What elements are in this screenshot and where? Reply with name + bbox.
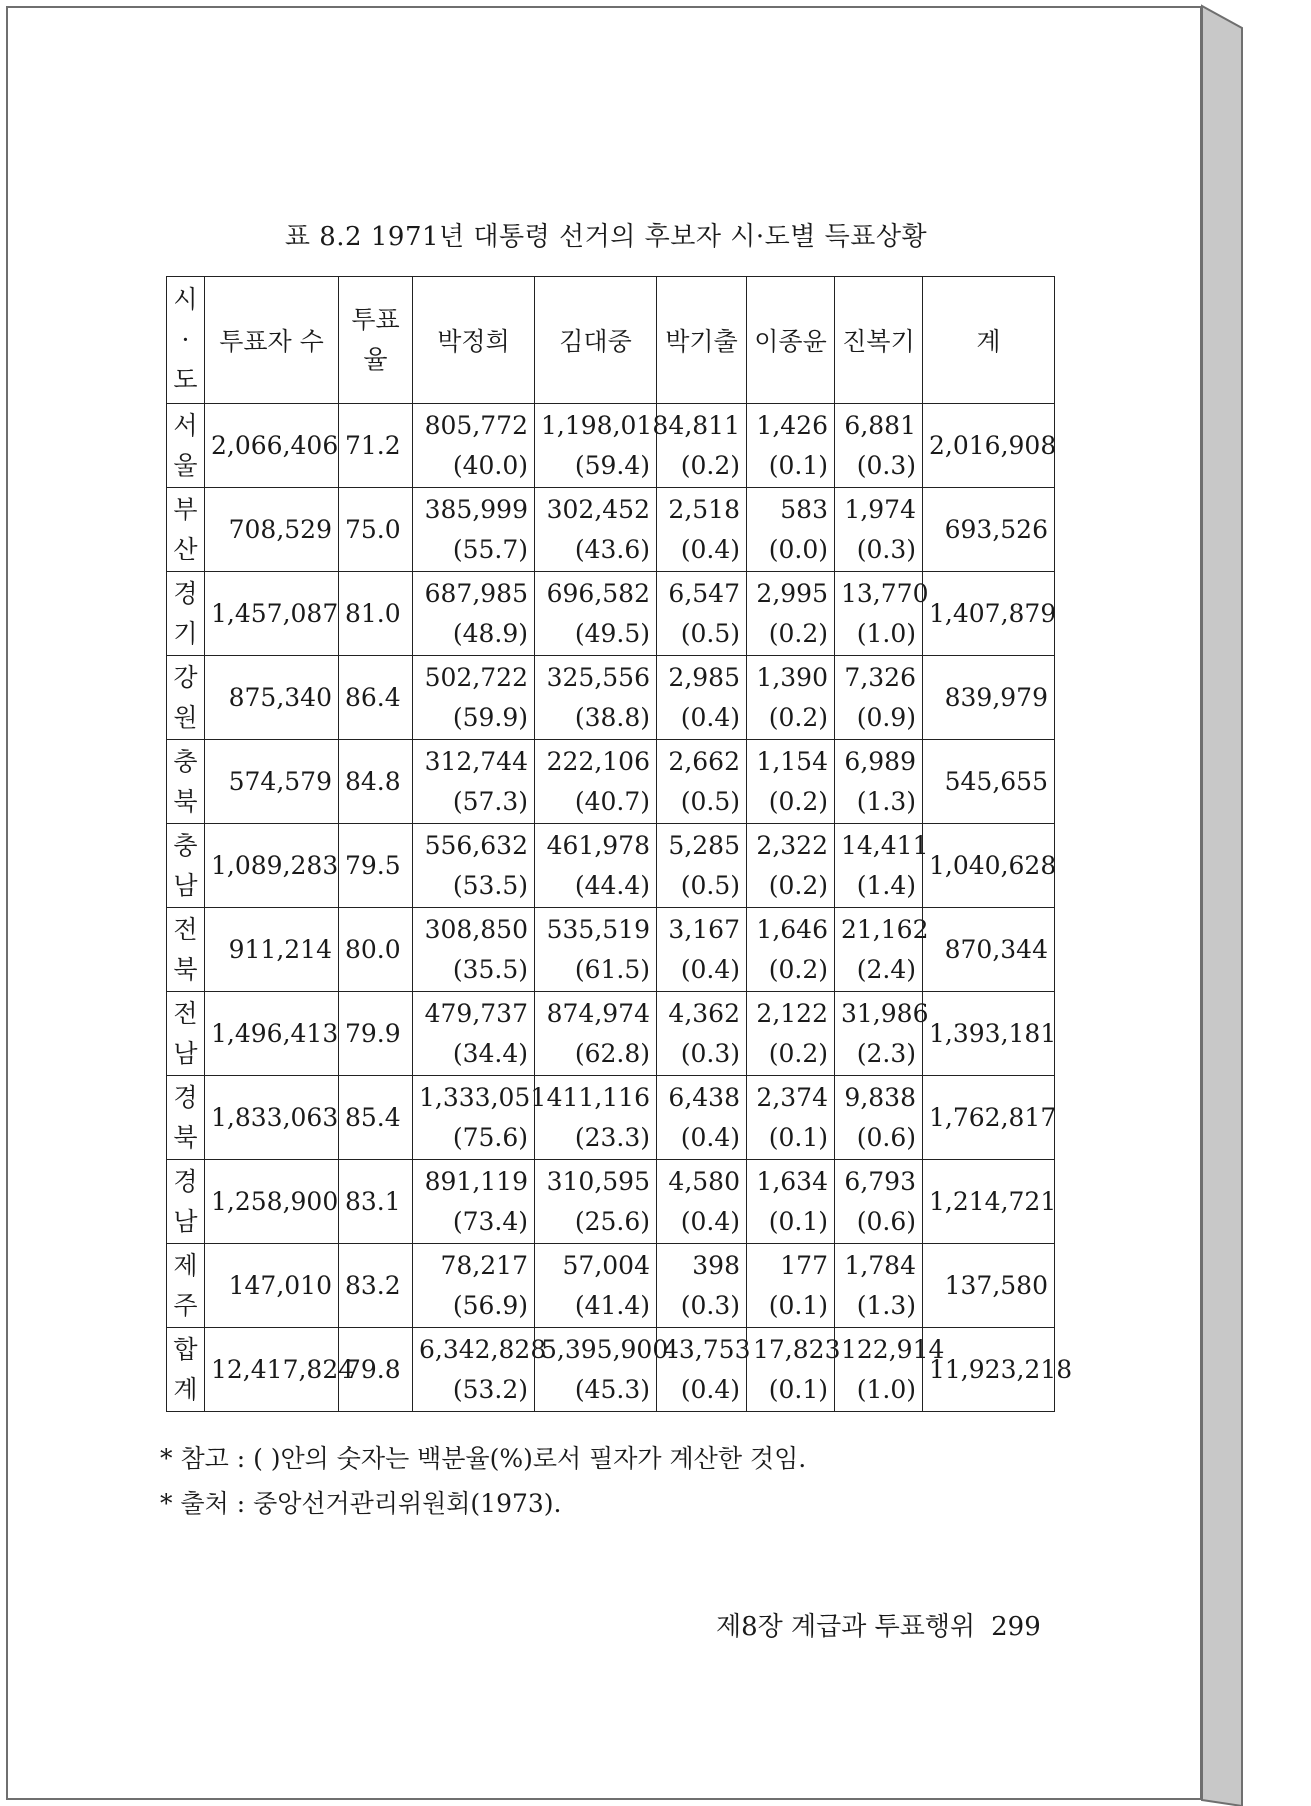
candidate-votes-cell: 177 (0.1) <box>747 1244 835 1328</box>
candidate-votes-cell: 461,978 (44.4) <box>535 824 657 908</box>
note-reference: * 참고 : ( )안의 숫자는 백분율(%)로서 필자가 계산한 것임. <box>160 1444 807 1473</box>
candidate-votes-cell: 1,198,018 (59.4) <box>535 404 657 488</box>
region-cell: 충 남 <box>167 824 205 908</box>
table-row <box>167 908 1055 992</box>
header-candidate-3: 박기출 <box>657 277 747 404</box>
total-cell: 137,580 <box>923 1244 1055 1328</box>
candidate-votes-cell: 2,985 (0.4) <box>657 656 747 740</box>
candidate-votes-cell: 122,914 (1.0) <box>835 1328 923 1412</box>
candidate-votes-cell: 2,122 (0.2) <box>747 992 835 1076</box>
region-cell: 제 주 <box>167 1244 205 1328</box>
candidate-votes-cell: 308,850 (35.5) <box>413 908 535 992</box>
total-cell: 1,040,628 <box>923 824 1055 908</box>
table-row <box>167 1328 1055 1412</box>
candidate-votes-cell: 2,518 (0.4) <box>657 488 747 572</box>
voters-cell: 574,579 <box>205 740 339 824</box>
table-row <box>167 992 1055 1076</box>
candidate-votes-cell: 13,770 (1.0) <box>835 572 923 656</box>
total-cell: 2,016,908 <box>923 404 1055 488</box>
total-cell: 1,762,817 <box>923 1076 1055 1160</box>
turnout-cell: 83.1 <box>339 1160 413 1244</box>
candidate-votes-cell: 4,580 (0.4) <box>657 1160 747 1244</box>
candidate-votes-cell: 1,634 (0.1) <box>747 1160 835 1244</box>
table-row <box>167 824 1055 908</box>
candidate-votes-cell: 7,326 (0.9) <box>835 656 923 740</box>
candidate-votes-cell: 6,793 (0.6) <box>835 1160 923 1244</box>
turnout-cell: 83.2 <box>339 1244 413 1328</box>
turnout-cell: 79.9 <box>339 992 413 1076</box>
candidate-votes-cell: 411,116 (23.3) <box>535 1076 657 1160</box>
header-region: 시 · 도 <box>167 277 205 404</box>
table-row <box>167 1160 1055 1244</box>
chapter-title: 제8장 계급과 투표행위 <box>716 1612 976 1642</box>
total-cell: 1,393,181 <box>923 992 1055 1076</box>
region-cell: 부 산 <box>167 488 205 572</box>
candidate-votes-cell: 1,426 (0.1) <box>747 404 835 488</box>
region-cell: 서 울 <box>167 404 205 488</box>
candidate-votes-cell: 57,004 (41.4) <box>535 1244 657 1328</box>
candidate-votes-cell: 583 (0.0) <box>747 488 835 572</box>
candidate-votes-cell: 17,823 (0.1) <box>747 1328 835 1412</box>
candidate-votes-cell: 874,974 (62.8) <box>535 992 657 1076</box>
turnout-cell: 86.4 <box>339 656 413 740</box>
candidate-votes-cell: 6,547 (0.5) <box>657 572 747 656</box>
candidate-votes-cell: 1,154 (0.2) <box>747 740 835 824</box>
turnout-cell: 79.5 <box>339 824 413 908</box>
candidate-votes-cell: 385,999 (55.7) <box>413 488 535 572</box>
voters-cell: 12,417,824 <box>205 1328 339 1412</box>
header-candidate-1: 박정희 <box>413 277 535 404</box>
table-row <box>167 656 1055 740</box>
candidate-votes-cell: 4,362 (0.3) <box>657 992 747 1076</box>
turnout-cell: 81.0 <box>339 572 413 656</box>
candidate-votes-cell: 1,784 (1.3) <box>835 1244 923 1328</box>
header-turnout: 투표 율 <box>339 277 413 404</box>
candidate-votes-cell: 696,582 (49.5) <box>535 572 657 656</box>
table-row <box>167 404 1055 488</box>
candidate-votes-cell: 78,217 (56.9) <box>413 1244 535 1328</box>
voters-cell: 875,340 <box>205 656 339 740</box>
total-cell: 839,979 <box>923 656 1055 740</box>
candidate-votes-cell: 9,838 (0.6) <box>835 1076 923 1160</box>
turnout-cell: 80.0 <box>339 908 413 992</box>
header-candidate-5: 진복기 <box>835 277 923 404</box>
total-cell: 545,655 <box>923 740 1055 824</box>
candidate-votes-cell: 310,595 (25.6) <box>535 1160 657 1244</box>
candidate-votes-cell: 31,986 (2.3) <box>835 992 923 1076</box>
region-cell: 경 북 <box>167 1076 205 1160</box>
voters-cell: 1,496,413 <box>205 992 339 1076</box>
page-number: 299 <box>991 1612 1041 1642</box>
candidate-votes-cell: 1,646 (0.2) <box>747 908 835 992</box>
candidate-votes-cell: 805,772 (40.0) <box>413 404 535 488</box>
candidate-votes-cell: 21,162 (2.4) <box>835 908 923 992</box>
candidate-votes-cell: 222,106 (40.7) <box>535 740 657 824</box>
voters-cell: 911,214 <box>205 908 339 992</box>
region-cell: 경 기 <box>167 572 205 656</box>
total-cell: 1,407,879 <box>923 572 1055 656</box>
header-total: 계 <box>923 277 1055 404</box>
candidate-votes-cell: 2,374 (0.1) <box>747 1076 835 1160</box>
book-page <box>6 6 1202 1800</box>
candidate-votes-cell: 556,632 (53.5) <box>413 824 535 908</box>
voters-cell: 1,457,087 <box>205 572 339 656</box>
voters-cell: 1,258,900 <box>205 1160 339 1244</box>
candidate-votes-cell: 891,119 (73.4) <box>413 1160 535 1244</box>
turnout-cell: 75.0 <box>339 488 413 572</box>
note-source: * 출처 : 중앙선거관리위원회(1973). <box>160 1489 562 1518</box>
region-cell: 강 원 <box>167 656 205 740</box>
candidate-votes-cell: 6,881 (0.3) <box>835 404 923 488</box>
voters-cell: 2,066,406 <box>205 404 339 488</box>
header-candidate-4: 이종윤 <box>747 277 835 404</box>
candidate-votes-cell: 312,744 (57.3) <box>413 740 535 824</box>
total-cell: 870,344 <box>923 908 1055 992</box>
candidate-votes-cell: 479,737 (34.4) <box>413 992 535 1076</box>
region-cell: 합 계 <box>167 1328 205 1412</box>
candidate-votes-cell: 1,974 (0.3) <box>835 488 923 572</box>
candidate-votes-cell: 2,662 (0.5) <box>657 740 747 824</box>
candidate-votes-cell: 43,753 (0.4) <box>657 1328 747 1412</box>
voters-cell: 147,010 <box>205 1244 339 1328</box>
candidate-votes-cell: 5,395,900 (45.3) <box>535 1328 657 1412</box>
candidate-votes-cell: 325,556 (38.8) <box>535 656 657 740</box>
candidate-votes-cell: 5,285 (0.5) <box>657 824 747 908</box>
turnout-cell: 85.4 <box>339 1076 413 1160</box>
total-cell: 693,526 <box>923 488 1055 572</box>
candidate-votes-cell: 2,322 (0.2) <box>747 824 835 908</box>
header-candidate-2: 김대중 <box>535 277 657 404</box>
candidate-votes-cell: 1,390 (0.2) <box>747 656 835 740</box>
table-row <box>167 1076 1055 1160</box>
voters-cell: 1,833,063 <box>205 1076 339 1160</box>
candidate-votes-cell: 6,989 (1.3) <box>835 740 923 824</box>
table-row <box>167 740 1055 824</box>
turnout-cell: 79.8 <box>339 1328 413 1412</box>
region-cell: 전 북 <box>167 908 205 992</box>
voters-cell: 708,529 <box>205 488 339 572</box>
candidate-votes-cell: 687,985 (48.9) <box>413 572 535 656</box>
candidate-votes-cell: 398 (0.3) <box>657 1244 747 1328</box>
total-cell: 11,923,218 <box>923 1328 1055 1412</box>
candidate-votes-cell: 4,811 (0.2) <box>657 404 747 488</box>
voters-cell: 1,089,283 <box>205 824 339 908</box>
candidate-votes-cell: 6,438 (0.4) <box>657 1076 747 1160</box>
candidate-votes-cell: 502,722 (59.9) <box>413 656 535 740</box>
header-row <box>167 277 1055 404</box>
candidate-votes-cell: 2,995 (0.2) <box>747 572 835 656</box>
turnout-cell: 71.2 <box>339 404 413 488</box>
region-cell: 전 남 <box>167 992 205 1076</box>
vote-table <box>166 276 1073 1412</box>
turnout-cell: 84.8 <box>339 740 413 824</box>
table-row <box>167 1244 1055 1328</box>
header-voters: 투표자 수 <box>205 277 339 404</box>
candidate-votes-cell: 6,342,828 (53.2) <box>413 1328 535 1412</box>
total-cell: 1,214,721 <box>923 1160 1055 1244</box>
candidate-votes-cell: 1,333,051 (75.6) <box>413 1076 535 1160</box>
candidate-votes-cell: 302,452 (43.6) <box>535 488 657 572</box>
table-row <box>167 572 1055 656</box>
table-caption: 표 8.2 1971년 대통령 선거의 후보자 시·도별 득표상황 <box>284 222 928 252</box>
candidate-votes-cell: 535,519 (61.5) <box>535 908 657 992</box>
table-row <box>167 488 1055 572</box>
candidate-votes-cell: 3,167 (0.4) <box>657 908 747 992</box>
region-cell: 경 남 <box>167 1160 205 1244</box>
region-cell: 충 북 <box>167 740 205 824</box>
table-notes <box>160 1436 806 1526</box>
candidate-votes-cell: 14,411 (1.4) <box>835 824 923 908</box>
page-footer <box>716 1606 1041 1643</box>
